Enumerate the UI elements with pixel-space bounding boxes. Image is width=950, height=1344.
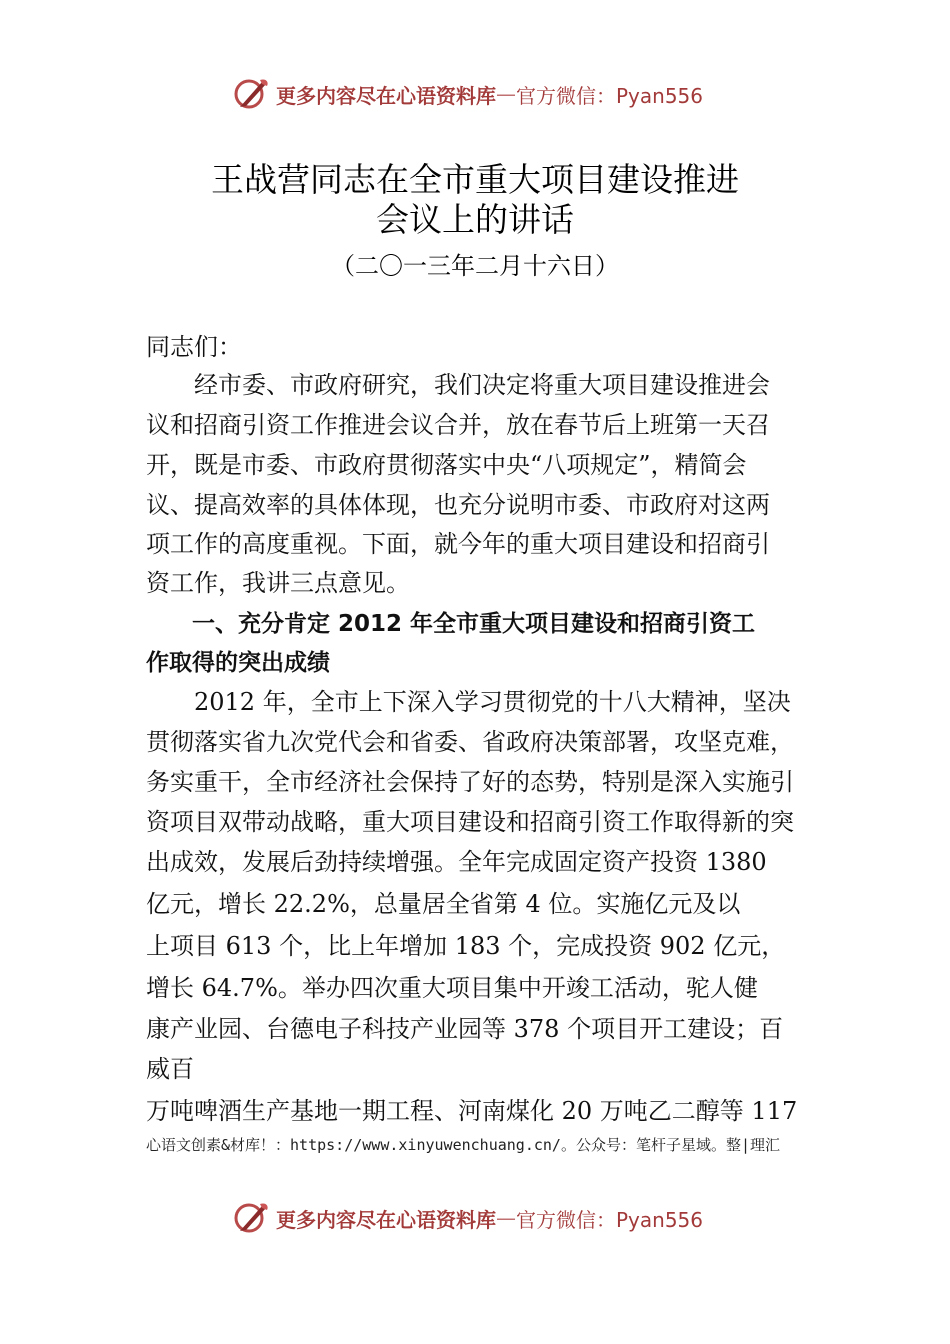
doc-date: （二〇一三年二月十六日） xyxy=(331,252,619,280)
body-line: 亿元，增长 22.2%，总量居全省第 4 位。实施亿元及以 xyxy=(146,890,741,918)
body-line: 务实重干，全市经济社会保持了好的态势，特别是深入实施引 xyxy=(146,768,794,796)
body-line: 万吨啤酒生产基地一期工程、河南煤化 20 万吨乙二醇等 117 xyxy=(146,1097,798,1125)
body-line: 上项目 613 个，比上年增加 183 个，完成投资 902 亿元， xyxy=(146,932,786,960)
body-line: 出成效，发展后劲持续增强。全年完成固定资产投资 1380 xyxy=(146,848,767,876)
section-heading: 一、充分肯定 2012 年全市重大项目建设和招商引资工 xyxy=(146,611,756,637)
body-line: 开，既是市委、市政府贯彻落实中央“八项规定”，精简会 xyxy=(146,451,747,479)
banner-text: 更多内容尽在心语资料库 xyxy=(276,1207,496,1232)
salutation: 同志们： xyxy=(146,333,242,361)
footer-note: 心语文创素&材库！：https://www.xinyuwenchuang.cn/。公众号：笔杆子星域。整|理汇 xyxy=(146,1136,780,1154)
body-line: 资项目双带动战略，重大项目建设和招商引资工作取得新的突 xyxy=(146,808,794,836)
body-line: 贯彻落实省九次党代会和省委、省政府决策部署，攻坚克难， xyxy=(146,728,794,756)
bottom-banner xyxy=(232,1198,703,1238)
body-line: 经市委、市政府研究，我们决定将重大项目建设推进会 xyxy=(146,371,770,399)
banner-text: 更多内容尽在心语资料库 xyxy=(276,83,496,108)
body-line: 威百 xyxy=(146,1055,194,1083)
banner-separator: — xyxy=(496,82,516,106)
body-line: 增长 64.7%。举办四次重大项目集中开竣工活动，驼人健 xyxy=(146,974,758,1002)
banner-wechat: 官方微信：Pyan556 xyxy=(516,83,704,108)
body-line: 2012 年，全市上下深入学习贯彻党的十八大精神，坚决 xyxy=(146,688,791,716)
top-banner xyxy=(232,74,703,114)
doc-title-line2: 会议上的讲话 xyxy=(376,200,574,239)
section-heading: 作取得的突出成绩 xyxy=(146,650,330,676)
body-line: 议和招商引资工作推进会议合并，放在春节后上班第一天召 xyxy=(146,411,770,439)
body-line: 康产业园、台德电子科技产业园等 378 个项目开工建设；百 xyxy=(146,1015,784,1043)
body-line: 资工作，我讲三点意见。 xyxy=(146,569,410,597)
banner-wechat: 官方微信：Pyan556 xyxy=(516,1207,704,1232)
quill-logo-icon xyxy=(232,74,272,114)
quill-logo-icon xyxy=(232,1198,272,1238)
body-line: 议、提高效率的具体体现，也充分说明市委、市政府对这两 xyxy=(146,491,770,519)
body-line: 项工作的高度重视。下面，就今年的重大项目建设和招商引 xyxy=(146,530,770,558)
banner-separator: — xyxy=(496,1206,516,1230)
doc-title-line1: 王战营同志在全市重大项目建设推进 xyxy=(211,160,739,199)
